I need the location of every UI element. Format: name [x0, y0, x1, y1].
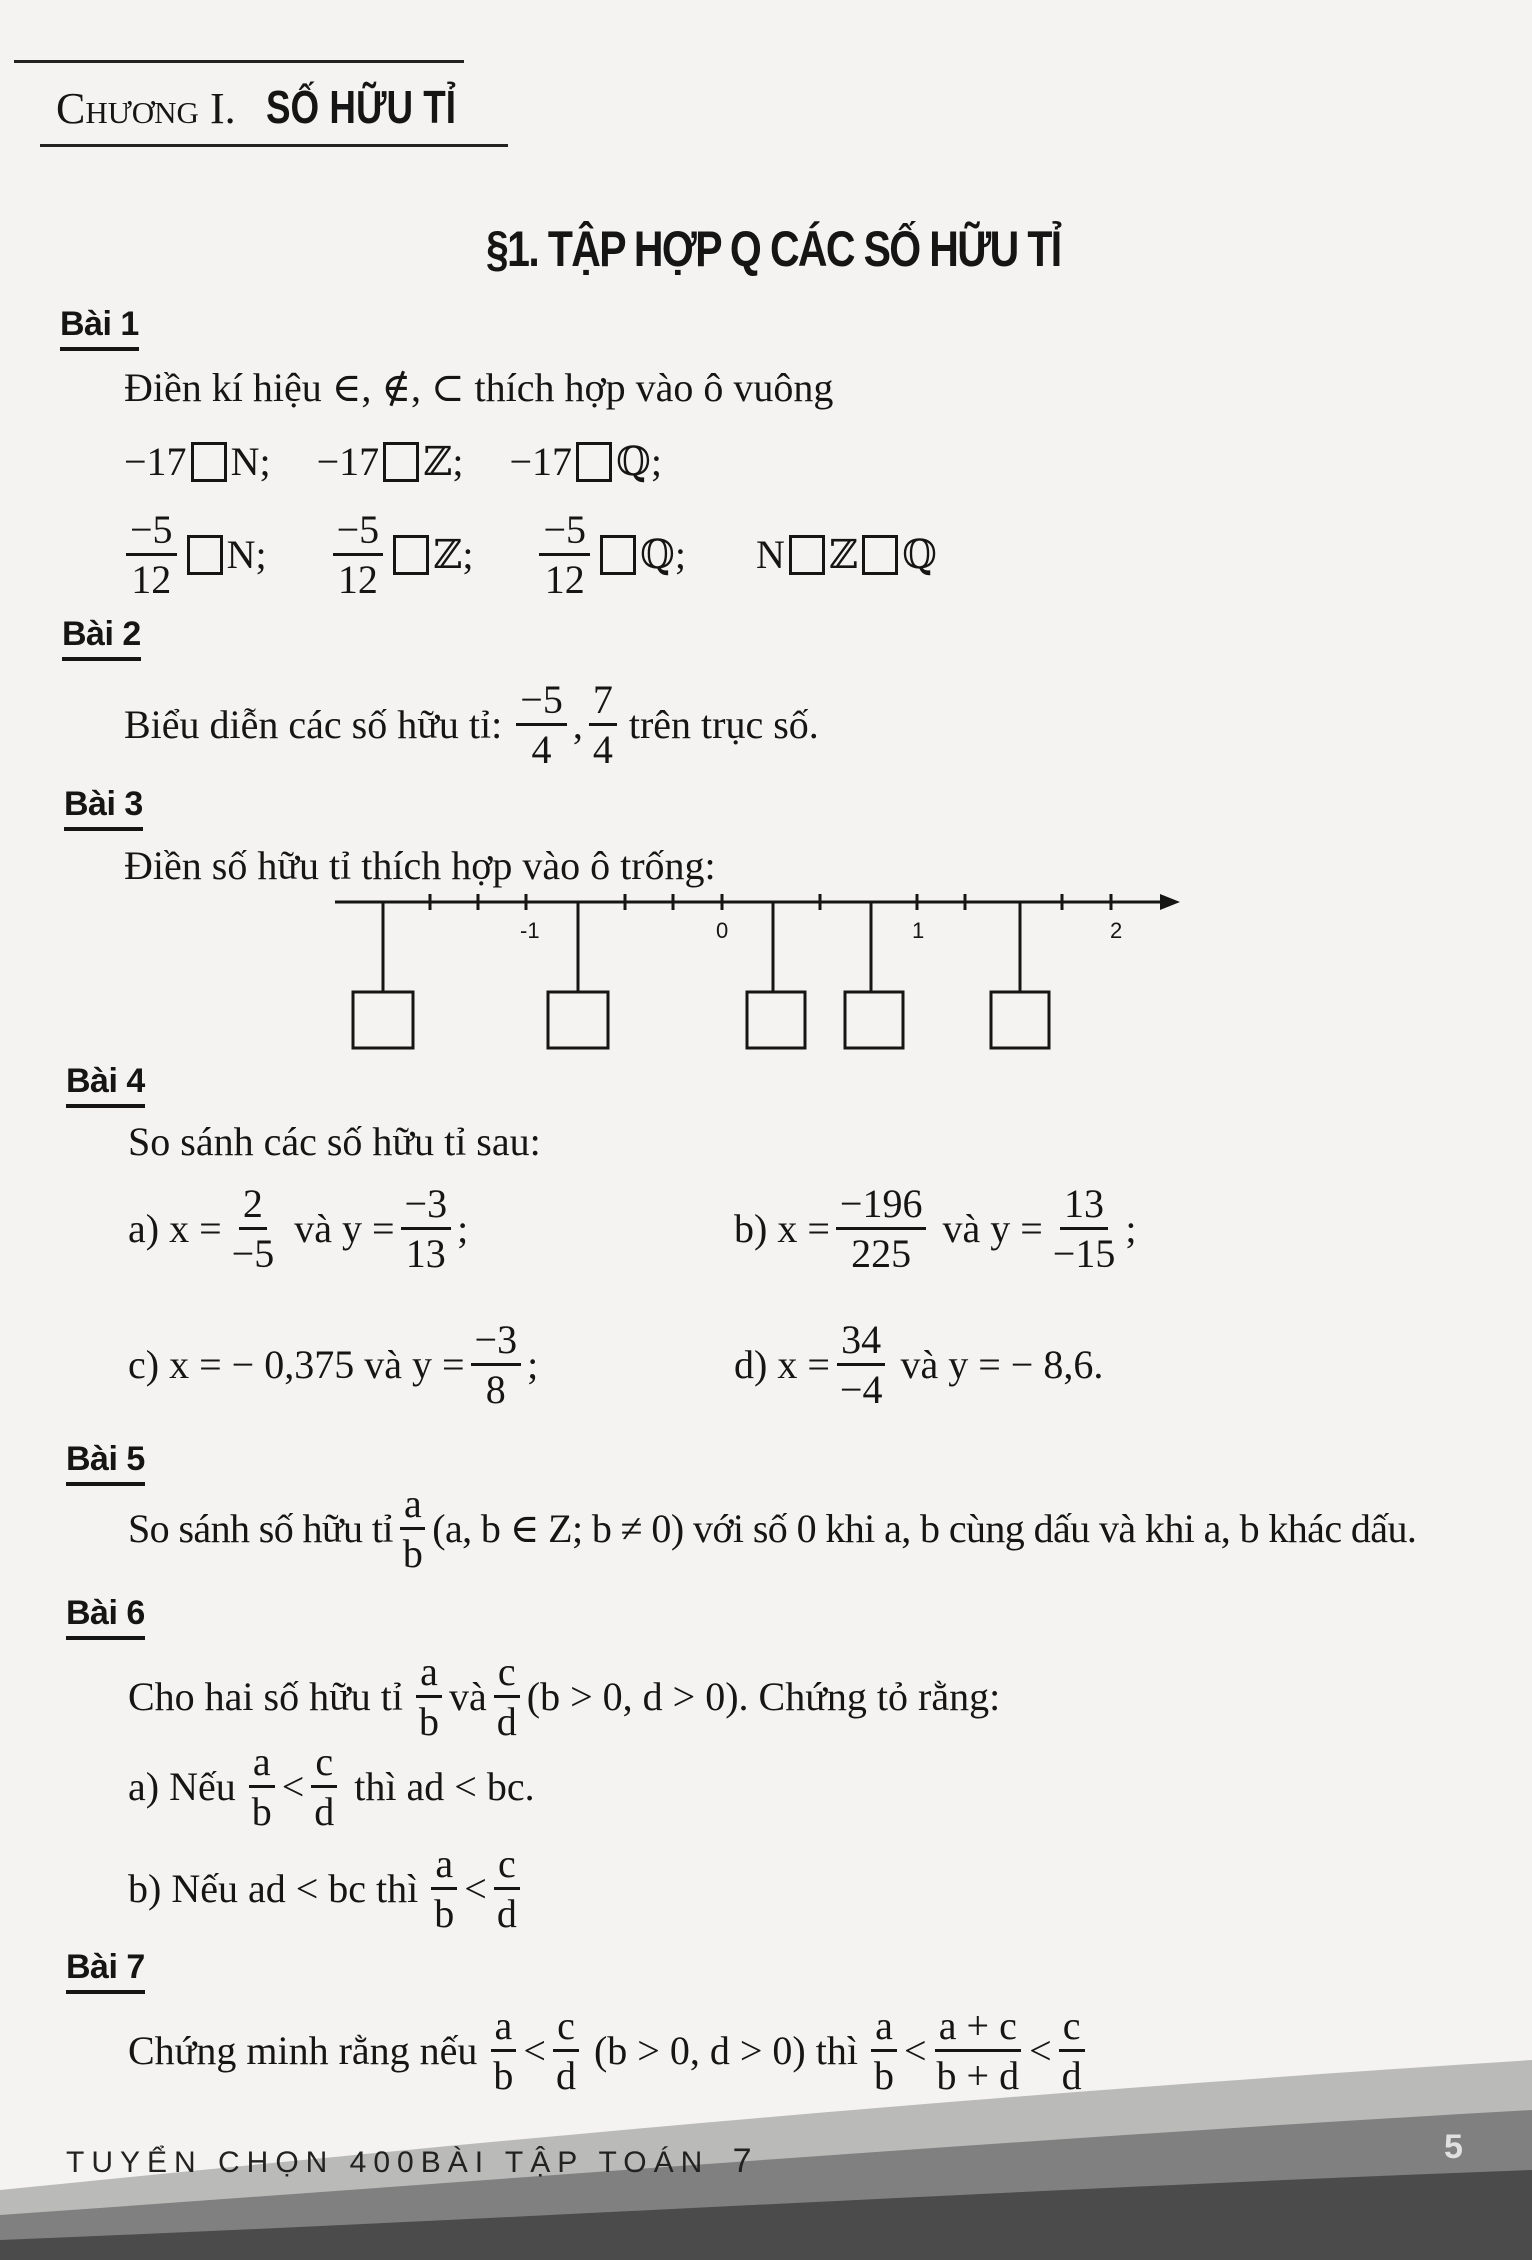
text: ;	[457, 1206, 469, 1252]
fraction: $\frac{13}{-15}$	[1052, 1181, 1116, 1277]
fraction: $\frac{-3}{13}$	[401, 1182, 452, 1275]
text: và y =	[942, 1206, 1043, 1252]
text: và y =	[294, 1206, 395, 1252]
answer-box	[353, 992, 413, 1048]
bai-6-b	[128, 1842, 527, 1935]
text: ;	[1125, 1206, 1137, 1252]
fraction: $\frac{-5}{12}$	[333, 508, 384, 601]
text: (b > 0, d > 0) thì	[593, 2028, 858, 2074]
text: b) Nếu ad < bc thì	[128, 1866, 419, 1912]
bai-2-heading: Bài 2	[62, 615, 141, 661]
comma: ,	[572, 702, 583, 748]
fraction: $\frac{-5}{4}$	[516, 678, 567, 771]
bai-4-heading: Bài 4	[66, 1062, 145, 1108]
set-symbol: ℤ	[828, 532, 859, 578]
text: c) x = − 0,375 và y =	[128, 1342, 465, 1388]
answer-box[interactable]	[393, 535, 429, 575]
axis-label-neg1: -1	[520, 918, 540, 943]
answer-box	[845, 992, 903, 1048]
answer-box[interactable]	[187, 535, 223, 575]
fraction: $\frac{-196}{225}$	[836, 1182, 927, 1275]
set-symbol: ℚ	[902, 532, 937, 578]
bai-4-b	[734, 1182, 1136, 1275]
fraction: $\frac{7}{4}$	[589, 678, 617, 771]
answer-box[interactable]	[600, 535, 636, 575]
answer-box[interactable]	[862, 535, 898, 575]
value: −17	[124, 439, 187, 484]
chapter-header	[56, 80, 503, 134]
text: b) x =	[734, 1206, 830, 1252]
fraction: $\frac{a}{b}$	[248, 1740, 276, 1833]
axis-label-0: 0	[716, 918, 729, 943]
bai-6-a	[128, 1740, 535, 1833]
chapter-label: Chương I.	[56, 84, 236, 133]
bai-3-heading: Bài 3	[64, 785, 143, 831]
bai-4-text: So sánh các số hữu tỉ sau:	[128, 1119, 541, 1164]
set-symbol: ℚ;	[640, 532, 686, 578]
fraction: $\frac{c}{d}$	[493, 1650, 521, 1743]
bai-4-a	[128, 1182, 468, 1275]
axis-label-2: 2	[1110, 918, 1123, 943]
fraction: $\frac{c}{d}$	[493, 1842, 521, 1935]
text: <	[523, 2028, 546, 2074]
chapter-underline	[40, 144, 508, 147]
answer-box[interactable]	[191, 442, 227, 482]
bai-1-heading: Bài 1	[60, 305, 139, 351]
fraction: $\frac{a}{b}$	[870, 2004, 898, 2097]
grade-number: 7	[732, 2142, 759, 2180]
fraction: $\frac{c}{d}$	[552, 2004, 580, 2097]
top-rule	[14, 60, 464, 63]
text: Biểu diễn các số hữu tỉ:	[124, 702, 503, 748]
text: và y = − 8,6.	[900, 1342, 1104, 1388]
fraction: $\frac{34}{-4}$	[836, 1318, 887, 1411]
text: a) x =	[128, 1206, 222, 1252]
set-symbol: N;	[226, 532, 267, 578]
set-symbol: N	[755, 532, 785, 578]
text: Chứng minh rằng nếu	[128, 2028, 478, 2074]
text: d) x =	[734, 1342, 830, 1388]
answer-box	[991, 992, 1049, 1048]
answer-box[interactable]	[576, 442, 612, 482]
text: (a, b ∈ Z; b ≠ 0) với số 0 khi a, b cùng dấu và khi a, b khác dấu.	[432, 1506, 1417, 1552]
text: <	[1029, 2028, 1052, 2074]
text: <	[281, 1764, 305, 1810]
axis-label-1: 1	[912, 918, 925, 943]
fraction: $\frac{c}{d}$	[310, 1740, 338, 1833]
answer-box	[747, 992, 805, 1048]
bai-5-text	[128, 1482, 1416, 1575]
text: <	[903, 2028, 927, 2074]
bai-6-text	[128, 1650, 1000, 1743]
value: −17	[316, 439, 380, 484]
bai-1-row-2	[120, 508, 937, 601]
fraction: $\frac{a}{b}$	[430, 1842, 458, 1935]
set-symbol: ℤ;	[423, 439, 464, 484]
chapter-title: SỐ HỮU TỈ	[265, 81, 456, 133]
fraction: $\frac{-3}{8}$	[471, 1318, 522, 1411]
section-title: §1. TẬP HỢP Q CÁC SỐ HỮU TỈ	[486, 221, 1061, 277]
answer-box[interactable]	[789, 535, 825, 575]
axis-arrow	[1160, 894, 1180, 910]
text: Cho hai số hữu tỉ	[128, 1674, 404, 1720]
bai-2-text	[124, 678, 819, 771]
fraction: $\frac{2}{-5}$	[231, 1181, 275, 1277]
text: So sánh số hữu tỉ	[128, 1506, 393, 1552]
set-symbol: ℤ;	[433, 532, 474, 578]
value: −17	[509, 439, 572, 484]
fraction: $\frac{a}{b}$	[415, 1650, 443, 1743]
bai-7-heading: Bài 7	[66, 1948, 145, 1994]
text: trên trục số.	[628, 702, 819, 748]
text: (b > 0, d > 0). Chứng tỏ rằng:	[526, 1674, 1001, 1720]
fraction: $\frac{a}{b}$	[399, 1482, 426, 1575]
bai-5-heading: Bài 5	[66, 1440, 145, 1486]
bai-4-d	[734, 1318, 1103, 1411]
page-number: 5	[1444, 2128, 1463, 2166]
set-symbol: ℚ;	[616, 439, 662, 484]
text: <	[464, 1866, 487, 1912]
fraction: $\frac{-5}{12}$	[539, 508, 590, 601]
text: và	[449, 1674, 487, 1720]
fraction: $\frac{a + c}{b + d}$	[936, 2003, 1020, 2099]
fraction: $\frac{-5}{12}$	[126, 508, 177, 601]
bai-1-text: Điền kí hiệu ∈, ∉, ⊂ thích hợp vào ô vuông	[124, 365, 834, 410]
text: a) Nếu	[128, 1764, 236, 1810]
text: ;	[527, 1342, 539, 1388]
fraction: $\frac{c}{d}$	[1058, 2004, 1086, 2097]
bai-6-heading: Bài 6	[66, 1594, 145, 1640]
book-title: TUYỂN CHỌN 400BÀI TẬP TOÁN	[66, 2146, 710, 2179]
bai-4-c	[128, 1318, 538, 1411]
set-symbol: N;	[230, 439, 271, 484]
fraction: $\frac{a}{b}$	[489, 2004, 517, 2097]
bai-3-text: Điền số hữu tỉ thích hợp vào ô trống:	[124, 843, 716, 888]
bai-1-row-1	[124, 438, 662, 485]
footer-book-title	[66, 2142, 759, 2181]
number-line-diagram	[0, 880, 1532, 1060]
text: thì ad < bc.	[354, 1764, 535, 1810]
answer-box	[548, 992, 608, 1048]
answer-box[interactable]	[383, 442, 419, 482]
